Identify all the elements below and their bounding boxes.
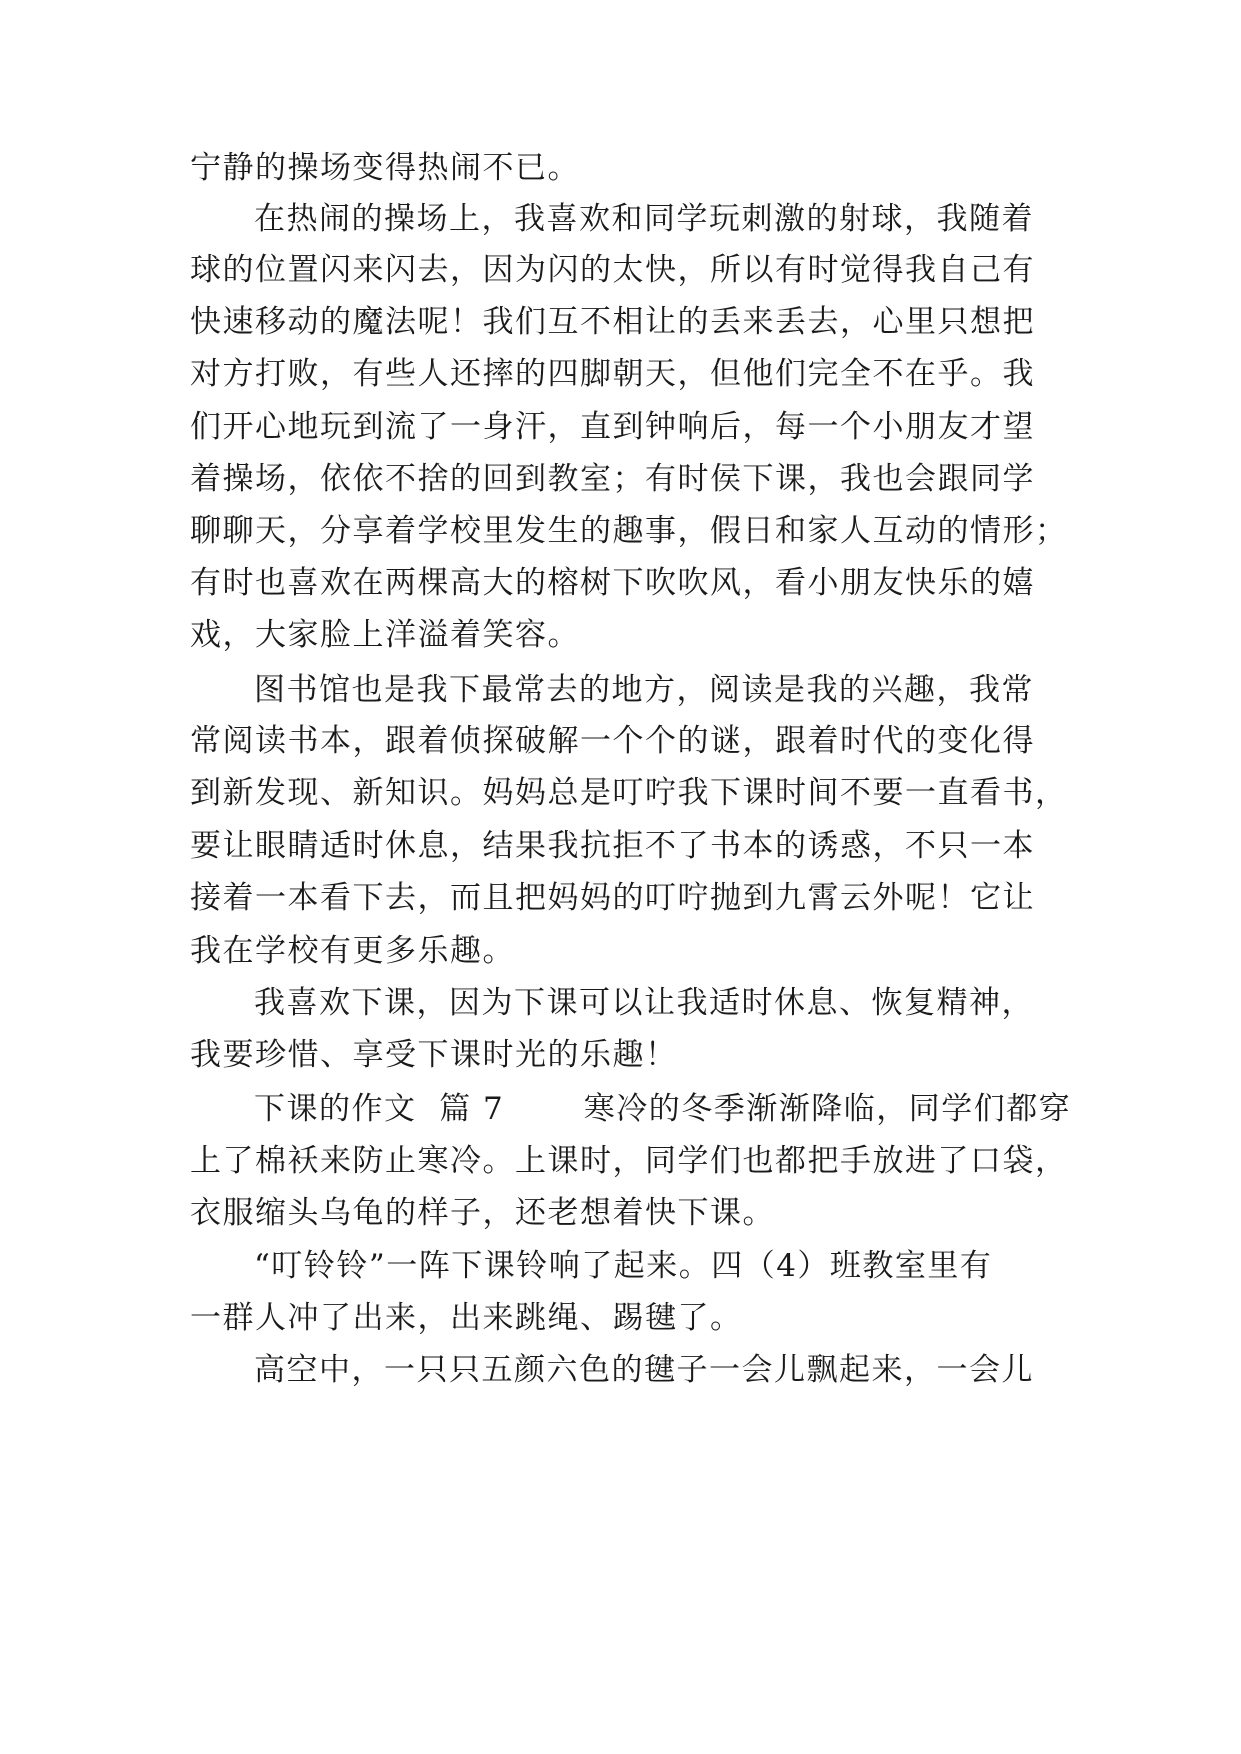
text-line: 着操场，依依不捨的回到教室；有时侯下课，我也会跟同学 xyxy=(190,461,1035,497)
text-line: 宁静的操场变得热闹不已。 xyxy=(190,150,580,186)
text-line: 上了棉袄来防止寒冷。上课时，同学们也都把手放进了口袋， xyxy=(190,1143,1068,1179)
text-line: 有时也喜欢在两棵高大的榕树下吹吹风，看小朋友快乐的嬉 xyxy=(190,565,1035,601)
paragraph-first-line: 我喜欢下课，因为下课可以让我适时休息、恢复精神， xyxy=(254,985,1034,1021)
text-line: 对方打败，有些人还摔的四脚朝天，但他们完全不在乎。我 xyxy=(190,356,1035,392)
paragraph-first-line: “叮铃铃”一阵下课铃响了起来。四（4）班教室里有 xyxy=(254,1248,993,1284)
text-line: 常阅读书本，跟着侦探破解一个个的谜，跟着时代的变化得 xyxy=(190,723,1035,759)
text-line: 一群人冲了出来，出来跳绳、踢毽了。 xyxy=(190,1300,743,1336)
text-line: 要让眼睛适时休息，结果我抗拒不了书本的诱惑，不只一本 xyxy=(190,828,1035,864)
section-heading-line: 下课的作文 篇 7 寒冷的冬季渐渐降临，同学们都穿 xyxy=(254,1091,1072,1127)
paragraph-first-line: 在热闹的操场上，我喜欢和同学玩刺激的射球，我随着 xyxy=(254,201,1034,237)
text-line: 接着一本看下去，而且把妈妈的叮咛抛到九霄云外呢！它让 xyxy=(190,880,1035,916)
text-line: 到新发现、新知识。妈妈总是叮咛我下课时间不要一直看书， xyxy=(190,775,1068,811)
text-line: 衣服缩头乌龟的样子，还老想着快下课。 xyxy=(190,1195,775,1231)
paragraph-first-line: 图书馆也是我下最常去的地方，阅读是我的兴趣，我常 xyxy=(254,672,1034,708)
text-line: 快速移动的魔法呢！我们互不相让的丢来丢去，心里只想把 xyxy=(190,304,1035,340)
text-line: 球的位置闪来闪去，因为闪的太快，所以有时觉得我自己有 xyxy=(190,252,1035,288)
text-line: 戏，大家脸上洋溢着笑容。 xyxy=(190,617,580,653)
text-line: 们开心地玩到流了一身汗，直到钟响后，每一个小朋友才望 xyxy=(190,409,1035,445)
text-line: 聊聊天，分享着学校里发生的趣事，假日和家人互动的情形； xyxy=(190,513,1068,549)
text-line: 我要珍惜、享受下课时光的乐趣！ xyxy=(190,1037,678,1073)
paragraph-first-line: 高空中，一只只五颜六色的毽子一会儿飘起来，一会儿 xyxy=(254,1352,1034,1388)
text-line: 我在学校有更多乐趣。 xyxy=(190,933,515,969)
